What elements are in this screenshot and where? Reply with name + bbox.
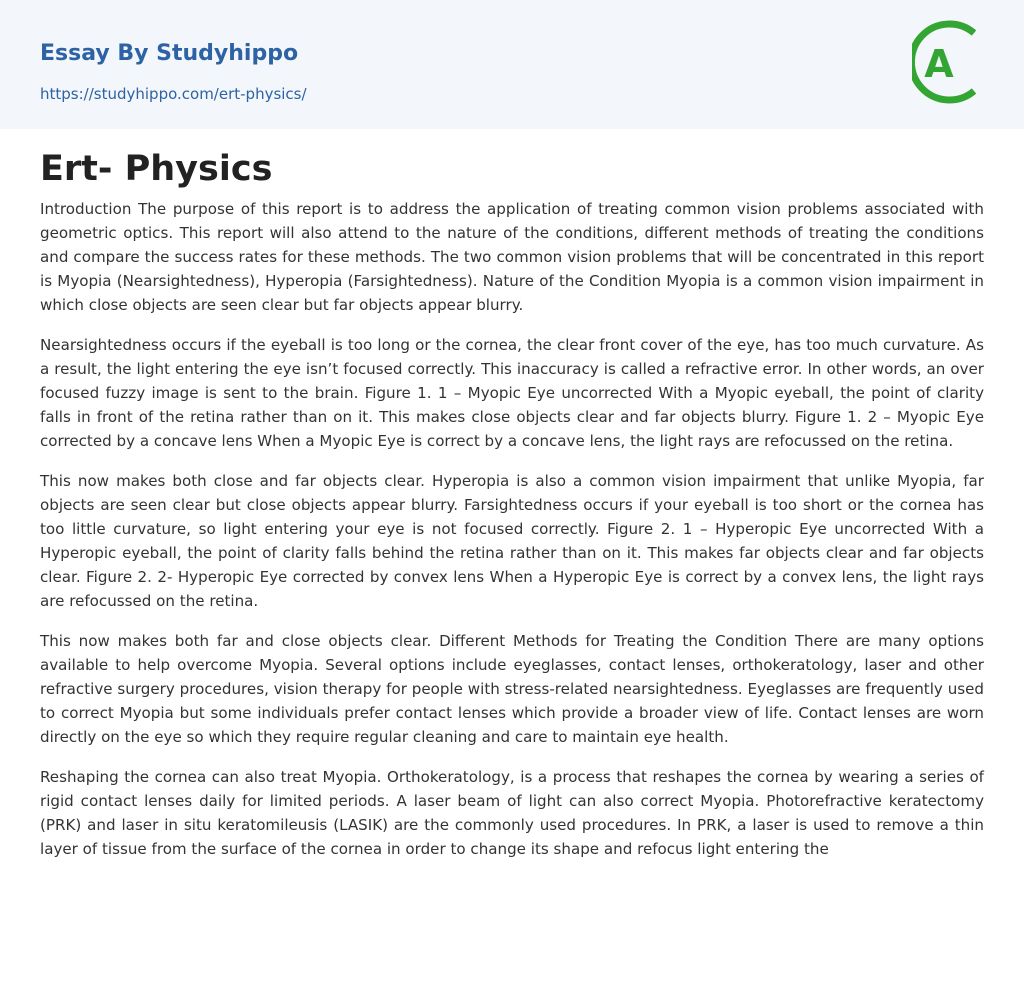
paragraph: Reshaping the cornea can also treat Myopia. Orthokeratology, is a process that reshapes the cornea by wearing a series of rigid contact lenses daily for limited periods. A laser beam of light can also correct Myopia. Photorefractive keratectomy (PRK) and laser in situ keratomileusis (LASIK) are the commonly used procedures. In PRK, a laser is used to remove a thin layer of tissue from the surface of the cornea in order to change its shape and refocus light entering the xyxy=(40,768,984,858)
paragraph: This now makes both far and close objects clear. Different Methods for Treating the Condition There are many options available to help overcome Myopia. Several options include eyeglasses, contact lenses, orthokeratology, laser and other refractive surgery procedures, vision therapy for people with stress-related nearsightedness. Eyeglasses are frequently used to correct Myopia but some individuals prefer contact lenses which provide a broader view of life. Contact lenses are worn directly on the eye so which they require regular cleaning and care to maintain eye health. xyxy=(40,632,984,746)
page-title: Ert- Physics xyxy=(40,149,273,189)
paragraph: This now makes both close and far objects clear. Hyperopia is also a common vision impairment that unlike Myopia, far objects are seen clear but close objects appear blurry. Farsightedness occurs if your eyeball is too short or the cornea has too little curvature, so light entering your eye is not focused correctly. Figure 2. 1 – Hyperopic Eye uncorrected With a Hyperopic eyeball, the point of clarity falls behind the retina rather than on it. This makes far objects clear and far objects clear. Figure 2. 2- Hyperopic Eye corrected by convex lens When a Hyperopic Eye is correct by a convex lens, the light rays are refocussed on the retina. xyxy=(40,472,984,610)
logo-letter: A xyxy=(924,42,954,86)
site-title[interactable]: Essay By Studyhippo xyxy=(40,41,299,66)
page-url-link[interactable]: https://studyhippo.com/ert-physics/ xyxy=(40,85,307,103)
site-header xyxy=(0,0,1024,129)
paragraph: Introduction The purpose of this report is to address the application of treating common vision problems associated with geometric optics. This report will also attend to the nature of the conditions, different methods of treating the conditions and compare the success rates for these methods. The two common vision problems that will be concentrated in this report is Myopia (Nearsightedness), Hyperopia (Farsightedness). Nature of the Condition Myopia is a common vision impairment in which close objects are seen clear but far objects appear blurry. xyxy=(40,200,984,314)
studyhippo-logo-icon[interactable] xyxy=(912,20,986,104)
paragraph: Nearsightedness occurs if the eyeball is too long or the cornea, the clear front cover of the eye, has too much curvature. As a result, the light entering the eye isn’t focused correctly. This inaccuracy is called a refractive error. In other words, an over focused fuzzy image is sent to the brain. Figure 1. 1 – Myopic Eye uncorrected With a Myopic eyeball, the point of clarity falls in front of the retina rather than on it. This makes close objects clear and far objects blurry. Figure 1. 2 – Myopic Eye corrected by a concave lens When a Myopic Eye is correct by a concave lens, the light rays are refocussed on the retina. xyxy=(40,336,984,450)
article-body xyxy=(0,129,1024,861)
